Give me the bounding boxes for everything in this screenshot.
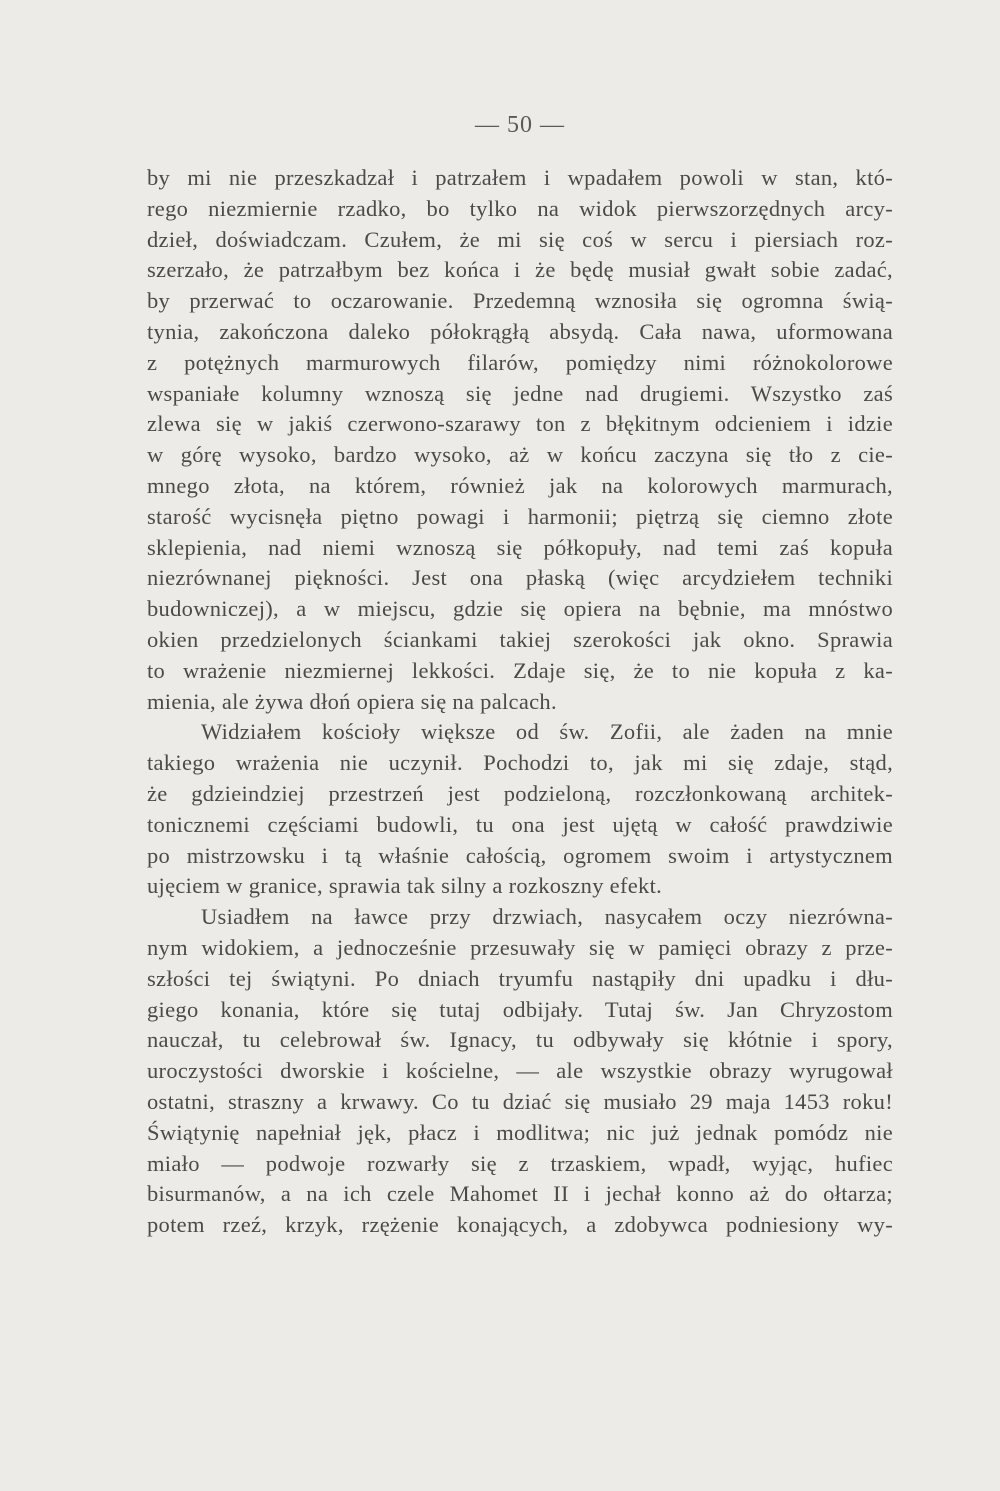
body-text xyxy=(147,163,893,1241)
text-line: budowniczej), a w miejscu, gdzie się opiera na bębnie, ma mnóstwo xyxy=(147,596,893,622)
text-line: Świątynię napełniał jęk, płacz i modlitwa; nic już jednak pomódz nie xyxy=(147,1119,893,1145)
text-line: wspaniałe kolumny wznoszą się jedne nad drugiemi. Wszystko zaś xyxy=(147,380,893,406)
paragraph-end-line: mienia, ale żywa dłoń opiera się na palcach. xyxy=(147,688,557,714)
text-line: okien przedzielonych ściankami takiej szerokości jak okno. Sprawia xyxy=(147,626,893,652)
text-line: niezrównanej piękności. Jest ona płaską (więc arcydziełem techniki xyxy=(147,565,893,591)
text-line: by mi nie przeszkadzał i patrzałem i wpadałem powoli w stan, któ- xyxy=(147,165,893,190)
text-line: bisurmanów, a na ich czele Mahomet II i jechał konno aż do ołtarza; xyxy=(147,1181,893,1207)
text-line: z potężnych marmurowych filarów, pomiędzy nimi różnokolorowe xyxy=(147,349,893,375)
text-line: dzieł, doświadczam. Czułem, że mi się coś w sercu i piersiach roz- xyxy=(147,226,893,252)
text-line: tonicznemi częściami budowli, tu ona jest ujętą w całość prawdziwie xyxy=(147,811,893,837)
text-line: po mistrzowsku i tą właśnie całością, ogromem swoim i artystycznem xyxy=(147,842,893,868)
text-line: nauczał, tu celebrował św. Ignacy, tu odbywały się kłótnie i spory, xyxy=(147,1027,893,1053)
text-line: takiego wrażenia nie uczynił. Pochodzi to, jak mi się zdaje, stąd, xyxy=(147,750,893,776)
text-line: zlewa się w jakiś czerwono-szarawy ton z błękitnym odcieniem i idzie xyxy=(147,411,893,437)
text-line: ostatni, straszny a krwawy. Co tu dziać się musiało 29 maja 1453 roku! xyxy=(147,1088,893,1114)
text-line: nym widokiem, a jednocześnie przesuwały się w pamięci obrazy z prze- xyxy=(147,934,893,960)
text-line: szłości tej świątyni. Po dniach tryumfu nastąpiły dni upadku i dłu- xyxy=(147,965,893,991)
text-line: tynia, zakończona daleko półokrągłą absydą. Cała nawa, uformowana xyxy=(147,318,893,344)
text-line: miało — podwoje rozwarły się z trzaskiem, wpadł, wyjąc, hufiec xyxy=(147,1150,893,1176)
page-number: — 50 — xyxy=(475,112,565,138)
paragraph-end-line: ujęciem w granice, sprawia tak silny a rozkoszny efekt. xyxy=(147,873,663,899)
text-line: w górę wysoko, bardzo wysoko, aż w końcu zaczyna się tło z cie- xyxy=(147,442,893,468)
paragraph-start-line: Usiadłem na ławce przy drzwiach, nasycałem oczy niezrówna- xyxy=(201,904,893,930)
text-line: uroczystości dworskie i kościelne, — ale wszystkie obrazy wyrugował xyxy=(147,1058,893,1084)
text-line: mnego złota, na którem, również jak na kolorowych marmurach, xyxy=(147,472,893,498)
text-line: giego konania, które się tutaj odbijały. Tutaj św. Jan Chryzostom xyxy=(147,996,893,1022)
text-line: rego niezmiernie rzadko, bo tylko na widok pierwszorzędnych arcy- xyxy=(147,195,893,221)
text-line: sklepienia, nad niemi wznoszą się półkopuły, nad temi zaś kopuła xyxy=(147,534,893,560)
paragraph-start-line: Widziałem kościoły większe od św. Zofii, ale żaden na mnie xyxy=(201,719,893,745)
text-line: to wrażenie niezmiernej lekkości. Zdaje się, że to nie kopuła z ka- xyxy=(147,657,893,683)
text-line: starość wycisnęła piętno powagi i harmonii; piętrzą się ciemno złote xyxy=(147,503,893,529)
text-line: szerzało, że patrzałbym bez końca i że będę musiał gwałt sobie zadać, xyxy=(147,257,893,283)
text-line: że gdzieindziej przestrzeń jest podzieloną, rozczłonkowaną architek- xyxy=(147,780,893,806)
text-line: potem rzeź, krzyk, rzężenie konających, a zdobywca podniesiony wy- xyxy=(147,1212,893,1238)
text-line: by przerwać to oczarowanie. Przedemną wznosiła się ogromna świą- xyxy=(147,288,893,314)
